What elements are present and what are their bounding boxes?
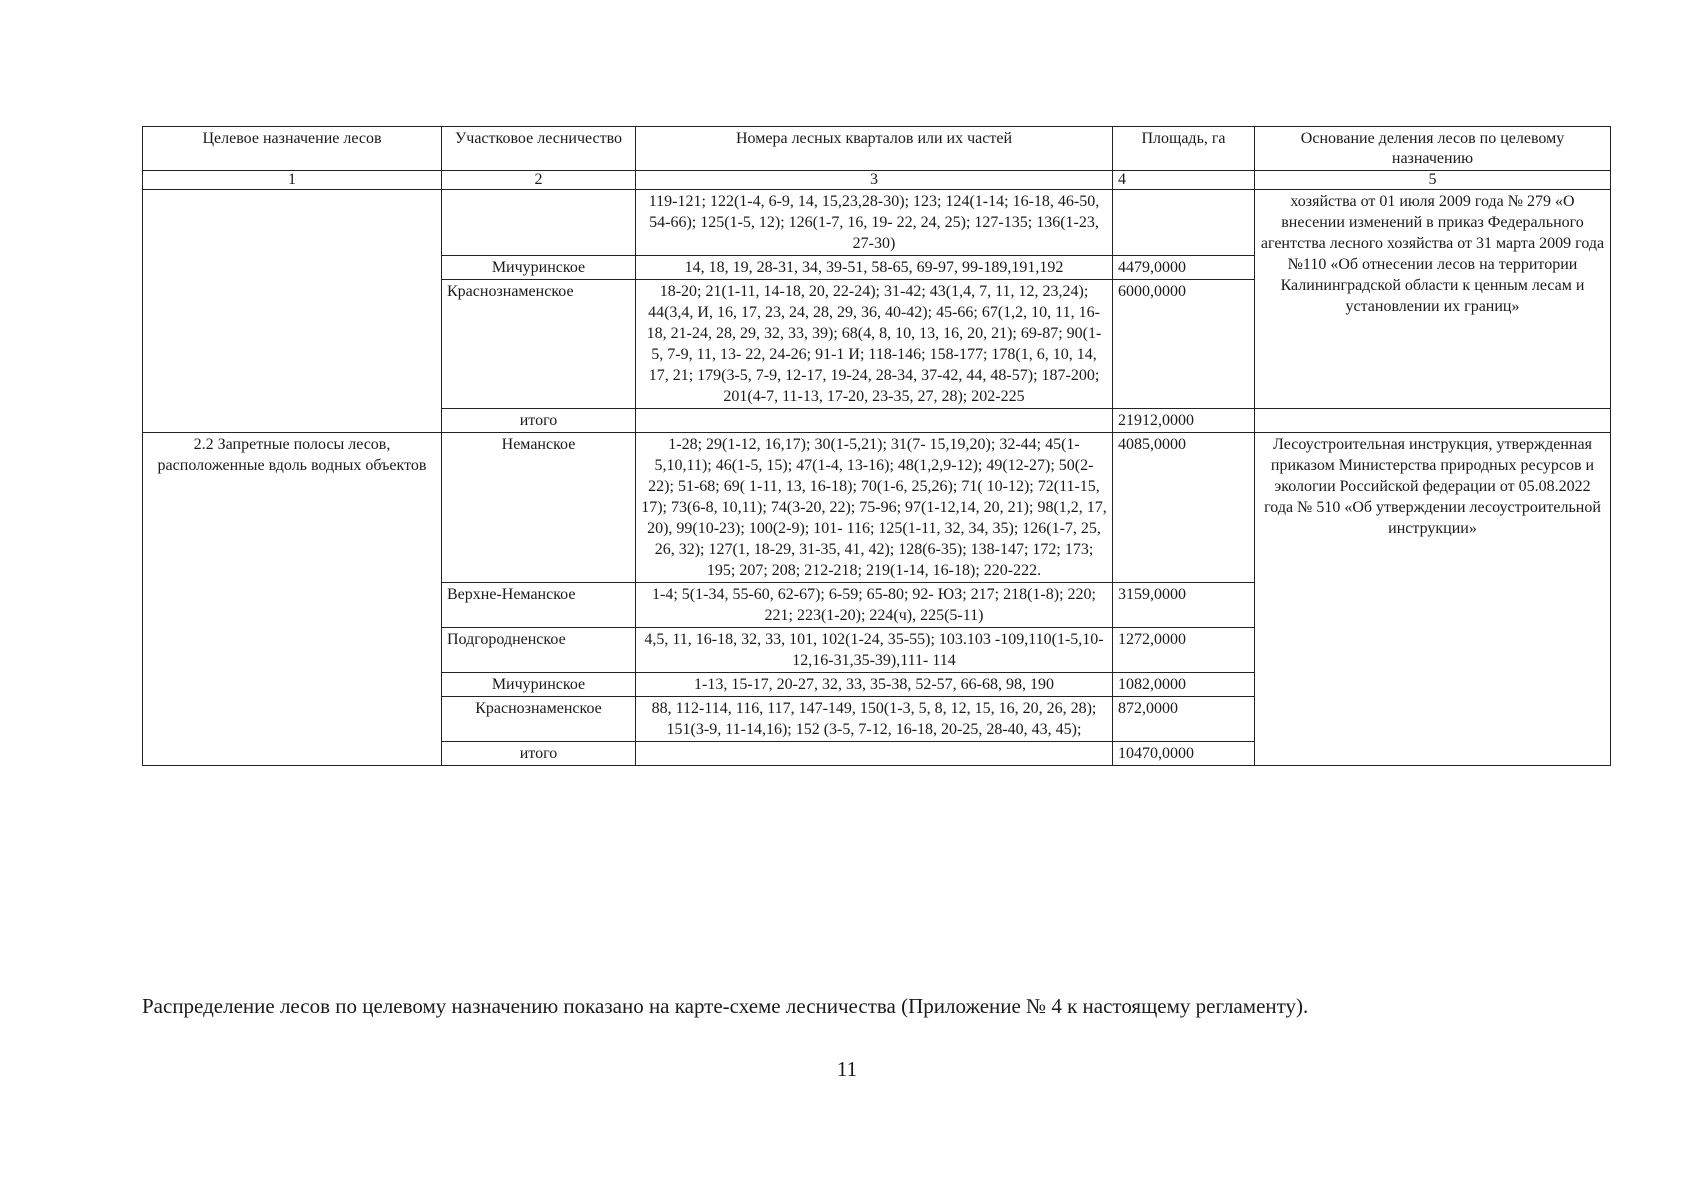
footnote-text: Распределение лесов по целевому назначению показано на карте-схеме лесничества (Приложение № 4 к настоящему регламенту). [142,994,1309,1018]
basis-cell: хозяйства от 01 июля 2009 года № 279 «О внесении изменений в приказ Федерального агентства лесного хозяйства от 31 марта 2009 года №110 «Об отнесении лесов на территории Калининградской области к ценным лесам и установлении их границ» [1255,190,1611,409]
total-basis-empty [1255,409,1611,433]
col-number: 5 [1255,171,1611,190]
header-purpose: Целевое назначение лесов [143,127,442,171]
header-area: Площадь, га [1113,127,1255,171]
forestry-cell [442,190,636,256]
total-label: итого [442,742,636,766]
area-cell [1113,190,1255,256]
table-row [143,433,1611,583]
quarters-cell: 14, 18, 19, 28-31, 34, 39-51, 58-65, 69-97, 99-189,191,192 [636,256,1113,280]
purpose-cell: 2.2 Запретные полосы лесов, расположенные вдоль водных объектов [143,433,442,766]
quarters-cell: 1-4; 5(1-34, 55-60, 62-67); 6-59; 65-80; 92- ЮЗ; 217; 218(1-8); 220; 221; 223(1-20); 224(ч), 225(5-11) [636,583,1113,628]
area-cell: 1272,0000 [1113,628,1255,673]
quarters-cell: 4,5, 11, 16-18, 32, 33, 101, 102(1-24, 35-55); 103.103 -109,110(1-5,10-12,16-31,35-39),111- 114 [636,628,1113,673]
col-number: 3 [636,171,1113,190]
forestry-cell: Неманское [442,433,636,583]
total-area: 21912,0000 [1113,409,1255,433]
quarters-cell: 1-13, 15-17, 20-27, 32, 33, 35-38, 52-57, 66-68, 98, 190 [636,673,1113,697]
area-cell: 4085,0000 [1113,433,1255,583]
forestry-cell: Краснознаменское [442,280,636,409]
column-number-row [143,171,1611,190]
header-quarters: Номера лесных кварталов или их частей [636,127,1113,171]
quarters-cell: 88, 112-114, 116, 117, 147-149, 150(1-3, 5, 8, 12, 15, 16, 20, 26, 28); 151(3-9, 11-14,16); 152 (3-5, 7-12, 16-18, 20-25, 28-40, 43, 45); [636,697,1113,742]
total-quarters-empty [636,409,1113,433]
col-number: 1 [143,171,442,190]
forestry-cell: Мичуринское [442,256,636,280]
header-basis: Основание деления лесов по целевому назначению [1255,127,1611,171]
forestry-cell: Подгородненское [442,628,636,673]
col-number: 4 [1113,171,1255,190]
area-cell: 4479,0000 [1113,256,1255,280]
area-cell: 3159,0000 [1113,583,1255,628]
page-number: 11 [836,1057,858,1081]
forest-purpose-table [142,126,1611,766]
total-quarters-empty [636,742,1113,766]
forestry-cell: Краснознаменское [442,697,636,742]
col-number: 2 [442,171,636,190]
purpose-cell-continued [143,190,442,433]
total-label: итого [442,409,636,433]
area-cell: 6000,0000 [1113,280,1255,409]
table-header-row [143,127,1611,171]
area-cell: 872,0000 [1113,697,1255,742]
header-forestry: Участковое лесничество [442,127,636,171]
forestry-cell: Мичуринское [442,673,636,697]
forestry-cell: Верхне-Неманское [442,583,636,628]
area-cell: 1082,0000 [1113,673,1255,697]
table-row [143,190,1611,256]
quarters-cell: 18-20; 21(1-11, 14-18, 20, 22-24); 31-42; 43(1,4, 7, 11, 12, 23,24); 44(3,4, И, 16, 17, 23, 24, 28, 29, 36, 40-42); 45-66; 67(1,2, 10, 11, 16-18, 21-24, 28, 29, 32, 33, 39); 68(4, 8, 10, 13, 16, 20, 21); 69-87; 90(1-5, 7-9, 11, 13- 22, 24-26; 91-1 И; 118-146; 158-177; 178(1, 6, 10, 14, 17, 21; 179(3-5, 7-9, 12-17, 19-24, 28-34, 37-42, 44, 48-57); 187-200; 201(4-7, 11-13, 17-20, 23-35, 27, 28); 202-225 [636,280,1113,409]
basis-cell: Лесоустроительная инструкция, утвержденная приказом Министерства природных ресурсов и экологии Российской федерации от 05.08.2022 года № 510 «Об утверждении лесоустроительной инструкции» [1255,433,1611,766]
quarters-cell: 119-121; 122(1-4, 6-9, 14, 15,23,28-30); 123; 124(1-14; 16-18, 46-50, 54-66); 125(1-5, 12); 126(1-7, 16, 19- 22, 24, 25); 127-135; 136(1-23, 27-30) [636,190,1113,256]
quarters-cell: 1-28; 29(1-12, 16,17); 30(1-5,21); 31(7- 15,19,20); 32-44; 45(1-5,10,11); 46(1-5, 15); 47(1-4, 13-16); 48(1,2,9-12); 49(12-27); 50(2- 22); 51-68; 69( 1-11, 13, 16-18); 70(1-6, 25,26); 71( 10-12); 72(11-15, 17); 73(6-8, 10,11); 74(3-20, 22); 75-96; 97(1-12,14, 20, 21); 98(1,2, 17, 20), 99(10-23); 100(2-9); 101- 116; 125(1-11, 32, 34, 35); 126(1-7, 25, 26, 32); 127(1, 18-29, 31-35, 41, 42); 128(6-35); 138-147; 172; 173; 195; 207; 208; 212-218; 219(1-14, 16-18); 220-222. [636,433,1113,583]
total-area: 10470,0000 [1113,742,1255,766]
